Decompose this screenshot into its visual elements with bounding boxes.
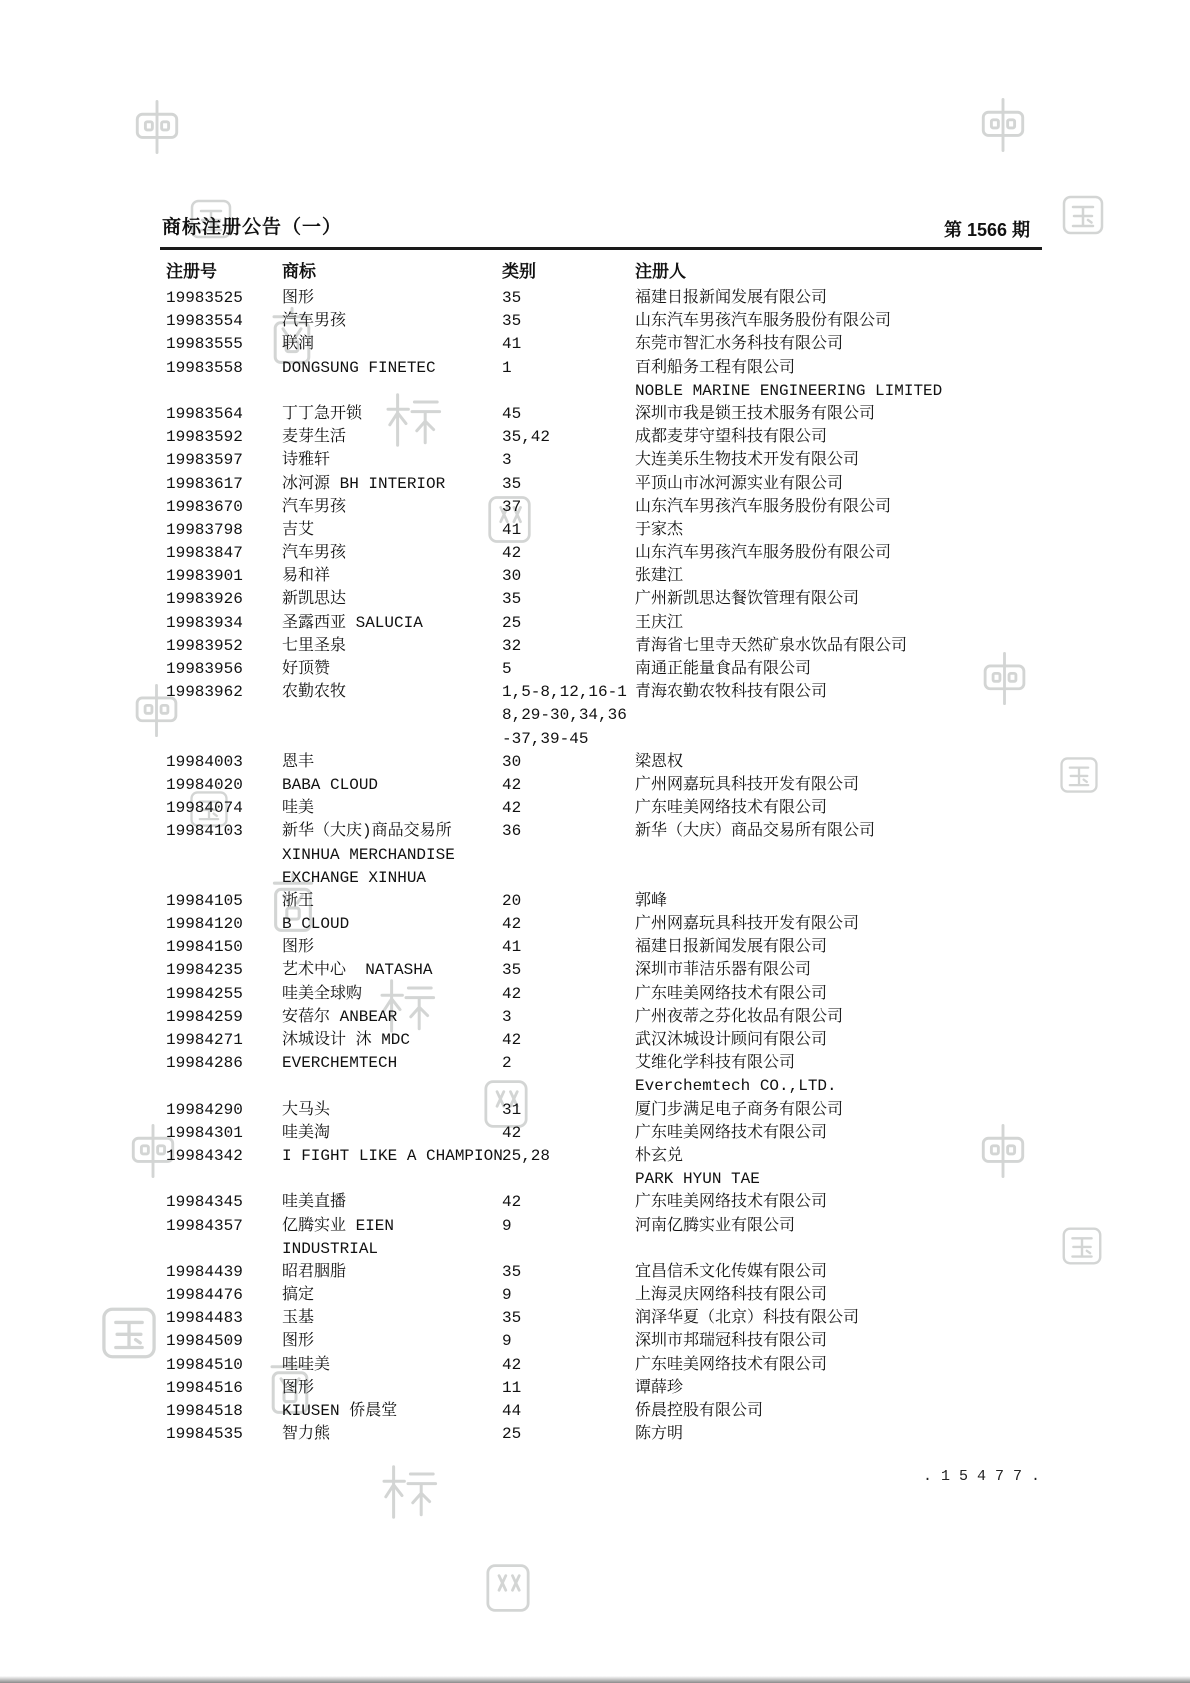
class-cell: 25 [502,1425,522,1444]
table-row [166,913,1176,936]
trademark-cell: 冰河源 BH INTERIOR [282,474,446,493]
registrant-cell: 新华（大庆）商品交易所有限公司 [635,822,876,841]
class-cell: 35 [502,312,522,331]
trademark-cell: 玉基 [282,1309,315,1328]
reg-number-cell: 19983901 [166,567,243,586]
registrant-cell: 山东汽车男孩汽车服务股份有限公司 [635,544,892,563]
table-row [166,1354,1176,1377]
reg-number-cell [166,1238,282,1261]
registrant-cell: 南通正能量食品有限公司 [635,660,812,678]
table-row [166,635,1176,658]
reg-number-cell: 19984235 [166,961,243,980]
watermark-biao-icon [378,1462,438,1522]
table-row [166,704,1176,727]
table-row [166,473,1176,496]
registrant-cell: 平顶山市冰河源实业有限公司 [635,474,844,493]
table-row [166,1284,1176,1307]
registrant-cell: 青海农勤农牧科技有限公司 [635,683,828,702]
trademark-cell: I FIGHT LIKE A CHAMPION [282,1146,503,1165]
reg-number-cell: 19984518 [166,1402,243,1420]
reg-number-cell: 19983962 [166,683,243,702]
table-row [166,612,1176,635]
table-row [166,1400,1176,1423]
table-row [166,588,1176,611]
registrant-cell: 深圳市邦瑞冠科技有限公司 [635,1332,828,1351]
reg-number-cell [166,1168,282,1191]
class-cell: 36 [502,822,522,841]
trademark-cell: 沐城设计 沐 MDC [282,1031,411,1049]
table-row [166,403,1176,426]
trademark-cell [282,728,502,751]
reg-number-cell [166,867,282,890]
trademark-cell [282,704,502,727]
reg-number-cell: 19983847 [166,544,243,563]
reg-number-cell: 19983956 [166,660,243,678]
watermark-wang-icon [480,1560,536,1616]
table-row [166,449,1176,472]
class-cell: 8,29-30,34,36 [502,706,627,725]
table-row [166,774,1176,797]
class-cell: 2 [502,1054,512,1073]
page-title: 商标注册公告（一） [162,217,343,238]
class-cell: 3 [502,1007,512,1026]
class-cell [502,1168,635,1191]
trademark-cell: 汽车男孩 [282,544,347,563]
trademark-cell: 智力熊 [282,1425,331,1444]
reg-number-cell: 19984105 [166,891,243,910]
class-cell: 25 [502,613,522,632]
registrant-cell: 侨晨控股有限公司 [635,1402,764,1420]
table-row [166,1238,1176,1261]
trademark-cell: 新华（大庆)商品交易所 [282,822,452,841]
col-header-trademark: 商标 [282,262,316,281]
class-cell: 30 [502,752,522,771]
reg-number-cell: 19984535 [166,1425,243,1444]
registrant-cell: 福建日报新闻发展有限公司 [635,289,828,307]
registrant-cell: 润泽华夏（北京）科技有限公司 [635,1309,860,1328]
class-cell: 42 [502,915,522,934]
reg-number-cell: 19983798 [166,520,243,539]
trademark-cell: 麦芽生活 [282,428,347,447]
class-cell: 9 [502,1286,512,1305]
registrant-cell [635,844,1176,867]
class-cell: 32 [502,636,522,655]
class-cell: 35 [502,590,522,609]
table-row [166,1423,1176,1446]
table-row [166,310,1176,333]
class-cell: 5 [502,660,512,678]
trademark-cell [282,380,502,403]
table-row [166,797,1176,820]
trademark-cell: EVERCHEMTECH [282,1054,398,1073]
registrant-cell: 谭薛珍 [635,1378,684,1397]
trademark-cell: 安蓓尔 ANBEAR [282,1007,398,1026]
class-cell: 42 [502,1193,522,1212]
class-cell: 42 [502,1123,522,1142]
reg-number-cell: 19984150 [166,938,243,957]
table-row [166,1261,1176,1284]
reg-number-cell: 19984342 [166,1146,243,1165]
watermark-zhong-icon [128,98,186,156]
trademark-cell: 浙王 [282,891,315,910]
registrant-cell [635,1238,1176,1261]
reg-number-cell: 19984357 [166,1216,243,1235]
registrant-cell: 厦门步满足电子商务有限公司 [635,1100,844,1119]
registrant-cell: 艾维化学科技有限公司 [635,1054,796,1073]
trademark-cell: 哇哇美 [282,1355,331,1374]
trademark-cell: 哇美全球购 [282,984,363,1003]
trademark-cell: 图形 [282,1378,315,1397]
registrant-cell: 广东哇美网络技术有限公司 [635,799,828,818]
class-cell: 9 [502,1332,512,1351]
table-row [166,496,1176,519]
registrant-cell: 梁恩权 [635,752,684,771]
class-cell [502,1238,635,1261]
col-header-reg-number: 注册号 [166,262,217,281]
reg-number-cell: 19984345 [166,1193,243,1212]
reg-number-cell [166,1075,282,1098]
registrant-cell: 成都麦芽守望科技有限公司 [635,428,828,447]
table-row [166,1307,1176,1330]
class-cell: 35 [502,289,522,307]
trademark-cell: 新凯思达 [282,590,347,609]
reg-number-cell: 19984271 [166,1031,243,1049]
reg-number-cell: 19984074 [166,799,243,818]
class-cell [502,1075,635,1098]
class-cell: 35 [502,961,522,980]
class-cell [502,867,635,890]
table-row [166,1377,1176,1400]
table-row [166,565,1176,588]
reg-number-cell: 19984020 [166,775,243,794]
reg-number-cell: 19984301 [166,1123,243,1142]
table-row [166,426,1176,449]
col-header-class: 类别 [502,262,536,281]
col-header-registrant: 注册人 [635,262,686,281]
table-row [166,1215,1176,1238]
class-cell: 31 [502,1100,522,1119]
reg-number-cell: 19983554 [166,312,243,331]
class-cell [502,844,635,867]
watermark-guo-icon [96,1300,162,1366]
reg-number-cell: 19983592 [166,428,243,447]
watermark-guo-icon [1058,190,1108,240]
registrant-cell: 张建江 [635,567,684,586]
registrant-cell: 广东哇美网络技术有限公司 [635,1193,828,1212]
registrant-cell: 于家杰 [635,520,684,539]
reg-number-cell [166,380,282,403]
registrant-cell: 深圳市菲洁乐器有限公司 [635,961,812,980]
registrant-cell: 王庆江 [635,613,684,632]
trademark-cell: KIUSEN 侨晨堂 [282,1402,398,1420]
reg-number-cell: 19984103 [166,822,243,841]
registrant-cell: 广东哇美网络技术有限公司 [635,1355,828,1374]
registrant-cell [635,704,1176,727]
reg-number-cell: 19984510 [166,1355,243,1374]
table-header [166,257,1166,282]
trademark-cell: 昭君胭脂 [282,1262,347,1281]
class-cell: 1,5-8,12,16-1 [502,683,627,702]
reg-number-cell: 19983555 [166,335,243,354]
reg-number-cell: 19984003 [166,752,243,771]
table-row [166,1191,1176,1214]
class-cell: 42 [502,984,522,1003]
trademark-cell: 大马头 [282,1100,331,1119]
reg-number-cell [166,704,282,727]
registrant-cell: 山东汽车男孩汽车服务股份有限公司 [635,497,892,516]
table-row [166,1029,1176,1052]
class-cell: 25,28 [502,1146,551,1165]
trademark-cell: EXCHANGE XINHUA [282,868,427,887]
registrant-cell [635,728,1176,751]
table-row [166,681,1176,704]
registrant-cell: 深圳市我是锁王技术服务有限公司 [635,404,876,423]
trademark-cell: 哇美直播 [282,1193,347,1212]
registrant-cell: 朴玄兑 [635,1146,684,1165]
table-row [166,936,1176,959]
trademark-cell: 哇美淘 [282,1123,331,1142]
registrant-cell: 青海省七里寺天然矿泉水饮品有限公司 [635,636,908,655]
table-row [166,380,1176,403]
trademark-cell: XINHUA MERCHANDISE [282,845,455,864]
registrant-cell [635,867,1176,890]
reg-number-cell: 19984255 [166,984,243,1003]
table-row [166,333,1176,356]
reg-number-cell: 19984439 [166,1262,243,1281]
registrant-cell: 郭峰 [635,891,668,910]
class-cell: 42 [502,1031,522,1049]
registrant-cell: 武汉沐城设计顾问有限公司 [635,1031,828,1049]
reg-number-cell: 19984120 [166,915,243,934]
class-cell: -37,39-45 [502,729,589,748]
trademark-cell: 图形 [282,1332,315,1351]
trademark-cell: 亿腾实业 EIEN [282,1216,395,1235]
class-cell: 42 [502,1355,522,1374]
reg-number-cell: 19983617 [166,474,243,493]
trademark-cell: 联润 [282,335,315,354]
table-row [166,820,1176,843]
table-row [166,1122,1176,1145]
class-cell: 35 [502,1309,522,1328]
trademark-cell: 易和祥 [282,567,331,586]
class-cell: 42 [502,775,522,794]
registrant-cell: 广州夜蒂之芬化妆品有限公司 [635,1007,844,1026]
reg-number-cell: 19983670 [166,497,243,516]
class-cell: 35 [502,474,522,493]
registrant-cell: 广东哇美网络技术有限公司 [635,1123,828,1142]
reg-number-cell: 19983564 [166,404,243,423]
registrant-cell: 宜昌信禾文化传媒有限公司 [635,1262,828,1281]
table-row [166,1168,1176,1191]
table-row [166,751,1176,774]
registrant-cell: 广东哇美网络技术有限公司 [635,984,828,1003]
class-cell: 9 [502,1216,512,1235]
trademark-cell: B CLOUD [282,915,350,934]
reg-number-cell: 19983597 [166,451,243,470]
class-cell: 30 [502,567,522,586]
table-row [166,1006,1176,1029]
issue-number: 第 1566 期 [943,220,1030,240]
trademark-cell: 搞定 [282,1286,315,1305]
reg-number-cell: 19984290 [166,1100,243,1119]
registrant-cell: 福建日报新闻发展有限公司 [635,938,828,957]
registrant-cell: NOBLE MARINE ENGINEERING LIMITED [635,381,943,400]
reg-number-cell [166,728,282,751]
class-cell: 37 [502,497,522,516]
reg-number-cell: 19983934 [166,613,243,632]
watermark-zhong-icon [974,96,1032,154]
reg-number-cell: 19983558 [166,358,243,377]
class-cell: 20 [502,891,522,910]
reg-number-cell: 19984259 [166,1007,243,1026]
table-row [166,658,1176,681]
class-cell: 41 [502,520,522,539]
class-cell: 41 [502,938,522,957]
table-row [166,357,1176,380]
registrant-cell: 陈方明 [635,1425,684,1444]
table-row [166,844,1176,867]
registrant-cell: 百利船务工程有限公司 [635,358,796,377]
class-cell: 11 [502,1378,522,1397]
table-row [166,1052,1176,1075]
registrant-cell: 广州网嘉玩具科技开发有限公司 [635,915,860,934]
table-row [166,867,1176,890]
class-cell: 35 [502,1262,522,1281]
class-cell: 41 [502,335,522,354]
reg-number-cell: 19983952 [166,636,243,655]
table-row [166,959,1176,982]
trademark-cell: 哇美 [282,799,315,818]
page-number: . 1 5 4 7 7 . [922,1468,1040,1485]
reg-number-cell: 19984476 [166,1286,243,1305]
trademark-cell: 好顶赞 [282,660,331,678]
registrant-cell: PARK HYUN TAE [635,1170,760,1189]
registrant-cell: Everchemtech CO.,LTD. [635,1077,837,1096]
trademark-cell: BABA CLOUD [282,775,379,794]
reg-number-cell: 19984509 [166,1332,243,1351]
table-row [166,287,1176,310]
class-cell: 45 [502,404,522,423]
table-row [166,519,1176,542]
table-row [166,1330,1176,1353]
trademark-cell: 农勤农牧 [282,683,347,702]
trademark-cell [282,1168,502,1191]
reg-number-cell: 19984483 [166,1309,243,1328]
reg-number-cell: 19984286 [166,1054,243,1073]
table-row [166,542,1176,565]
scan-edge [0,1676,1190,1683]
trademark-cell: INDUSTRIAL [282,1239,379,1258]
trademark-cell: 图形 [282,289,315,307]
table-row [166,1075,1176,1098]
trademark-cell: 艺术中心 NATASHA [282,961,433,980]
reg-number-cell: 19984516 [166,1378,243,1397]
trademark-cell: 丁丁急开锁 [282,404,363,423]
trademark-cell: 吉艾 [282,520,315,539]
registrant-cell: 山东汽车男孩汽车服务股份有限公司 [635,312,892,331]
trademark-cell: 图形 [282,938,315,957]
table-row [166,1099,1176,1122]
registrant-cell: 河南亿腾实业有限公司 [635,1216,796,1235]
table-row [166,983,1176,1006]
trademark-cell: 恩丰 [282,752,315,771]
registrant-cell: 广州网嘉玩具科技开发有限公司 [635,775,860,794]
class-cell: 42 [502,799,522,818]
class-cell: 35,42 [502,428,551,447]
trademark-cell: 汽车男孩 [282,497,347,516]
table-body [166,287,1176,1446]
table-row [166,728,1176,751]
class-cell [502,380,635,403]
registrant-cell: 大连美乐生物技术开发有限公司 [635,451,860,470]
header-rule [160,247,1042,250]
trademark-cell: 汽车男孩 [282,312,347,331]
trademark-cell: 七里圣泉 [282,636,347,655]
class-cell: 42 [502,544,522,563]
registrant-cell: 东莞市智汇水务科技有限公司 [635,335,844,354]
registrant-cell: 上海灵庆网络科技有限公司 [635,1286,828,1305]
trademark-cell: 诗雅轩 [282,451,331,470]
table-row [166,1145,1176,1168]
table-row [166,890,1176,913]
trademark-cell: DONGSUNG FINETEC [282,358,436,377]
trademark-cell: 圣露西亚 SALUCIA [282,613,423,632]
reg-number-cell: 19983525 [166,289,243,307]
trademark-cell [282,1075,502,1098]
class-cell: 1 [502,358,512,377]
reg-number-cell [166,844,282,867]
class-cell: 3 [502,451,512,470]
reg-number-cell: 19983926 [166,590,243,609]
class-cell: 44 [502,1402,522,1420]
registrant-cell: 广州新凯思达餐饮管理有限公司 [635,590,860,609]
